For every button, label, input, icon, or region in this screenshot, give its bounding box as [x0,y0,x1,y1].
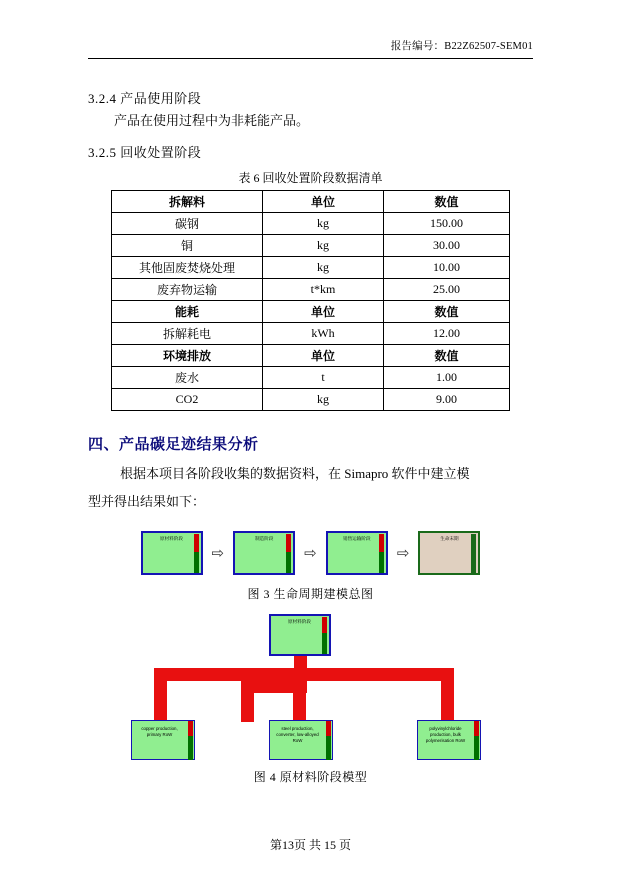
table-cell: 废水 [112,366,263,388]
table-cell: 单位 [263,190,384,212]
figure4-top-box-label: 原材料阶段 [288,619,311,625]
table-cell: kg [263,256,384,278]
header-divider [88,58,533,59]
bar-red-indicator [379,534,384,552]
table-row [112,256,510,278]
figure3-box-end-of-life [418,531,480,575]
table-row [112,212,510,234]
table-cell: kg [263,388,384,410]
table-cell: 25.00 [384,278,510,300]
figure-3-lifecycle-diagram [141,527,481,579]
table-row [112,322,510,344]
table-cell: 废弃物运输 [112,278,263,300]
figure-3-caption: 图 3 生命周期建模总图 [247,587,374,602]
table-cell: kWh [263,322,384,344]
figure4-leaf-box-label: polyvinylchloride production, bulk polymerisation RoW [425,726,466,744]
table-cell: 1.00 [384,366,510,388]
figure3-box-manufacturing [233,531,295,575]
bar-green-indicator [322,633,327,654]
table-cell: t*km [263,278,384,300]
recycling-data-table [111,190,510,411]
table-cell: 能耗 [112,300,263,322]
table-row [112,190,510,212]
bar-green-indicator [194,552,199,573]
page-header [88,36,533,54]
figure4-leaf-box-steel [269,720,333,760]
table-cell: 碳钢 [112,212,263,234]
chapter-title: 四、产品碳足迹结果分析 [88,436,259,453]
bar-red-indicator [322,617,327,633]
figure3-box-sales-transport [326,531,388,575]
table-row [112,300,510,322]
figure4-leaf-box-label: steel production, converter, low-alloyed RoW [276,726,319,744]
table-cell: 150.00 [384,212,510,234]
table-cell: kg [263,212,384,234]
figure3-box-raw-material [141,531,203,575]
section-heading-3-2-5: 3.2.5 回收处置阶段 [88,144,202,160]
table-row [112,234,510,256]
figure3-box-label: 原材料阶段 [160,536,183,542]
table-cell: 其他固废焚烧处理 [112,256,263,278]
figure3-box-label: 制造阶段 [254,536,274,542]
chapter-paragraph-line1: 根据本项目各阶段收集的数据资料，在 Simapro 软件中建立模 [120,465,470,481]
table-cell: 30.00 [384,234,510,256]
figure3-box-label: 销售运输阶段 [342,536,371,542]
connector-pipe [241,681,307,693]
bar-green-indicator [326,736,331,760]
bar-green-indicator [286,552,291,573]
table-cell: 10.00 [384,256,510,278]
connector-pipe [154,668,167,722]
figure-4-caption: 图 4 原材料阶段模型 [253,770,368,785]
bar-red-indicator [326,721,331,736]
figure3-box-label: 生命末期 [440,536,459,542]
table-cell: CO2 [112,388,263,410]
page-content [88,78,533,795]
bar-red-indicator [286,534,291,552]
arrow-right-icon: ⇨ [304,543,317,562]
table-cell: 9.00 [384,388,510,410]
table-cell: 数值 [384,190,510,212]
bar-red-indicator [188,721,193,736]
page-number: 第13页 共 15 页 [269,838,351,852]
table-cell: kg [263,234,384,256]
arrow-right-icon: ⇨ [211,543,225,562]
report-code: 报告编号：B22Z62507-SEM01 [390,41,533,52]
figure-4-raw-material-model [121,612,501,762]
table-cell: t [263,366,384,388]
bar-green-indicator [471,534,476,574]
arrow-right-icon: ⇨ [396,543,410,562]
bar-green-indicator [188,736,193,760]
table-cell: 数值 [384,344,510,366]
table-cell: 单位 [263,344,384,366]
section-paragraph-3-2-4: 产品在使用过程中为非耗能产品。 [114,113,310,128]
table-cell: 数值 [384,300,510,322]
table-row [112,344,510,366]
figure4-leaf-box-pvc [417,720,481,760]
connector-pipe [293,668,306,722]
table-row [112,278,510,300]
bar-red-indicator [194,534,199,552]
table-cell: 12.00 [384,322,510,344]
section-heading-3-2-4: 3.2.4 产品使用阶段 [88,91,202,106]
page-footer [0,836,621,853]
table-row [112,388,510,410]
table-cell: 单位 [263,300,384,322]
connector-pipe [441,668,454,722]
figure4-top-box-raw-material [269,614,331,656]
table-cell: 拆解耗电 [112,322,263,344]
bar-red-indicator [474,721,479,736]
table-cell: 铜 [112,234,263,256]
bar-green-indicator [474,736,479,760]
figure4-leaf-box-copper [131,720,195,760]
chapter-paragraph-line2: 型并得出结果如下： [88,494,206,510]
table-cell: 拆解料 [112,190,263,212]
table-row [112,366,510,388]
table-cell: 环境排放 [112,344,263,366]
figure4-leaf-box-label: copper production, primary RoW [141,726,178,738]
bar-green-indicator [379,552,384,573]
table-caption: 表 6 回收处置阶段数据清单 [238,170,383,185]
